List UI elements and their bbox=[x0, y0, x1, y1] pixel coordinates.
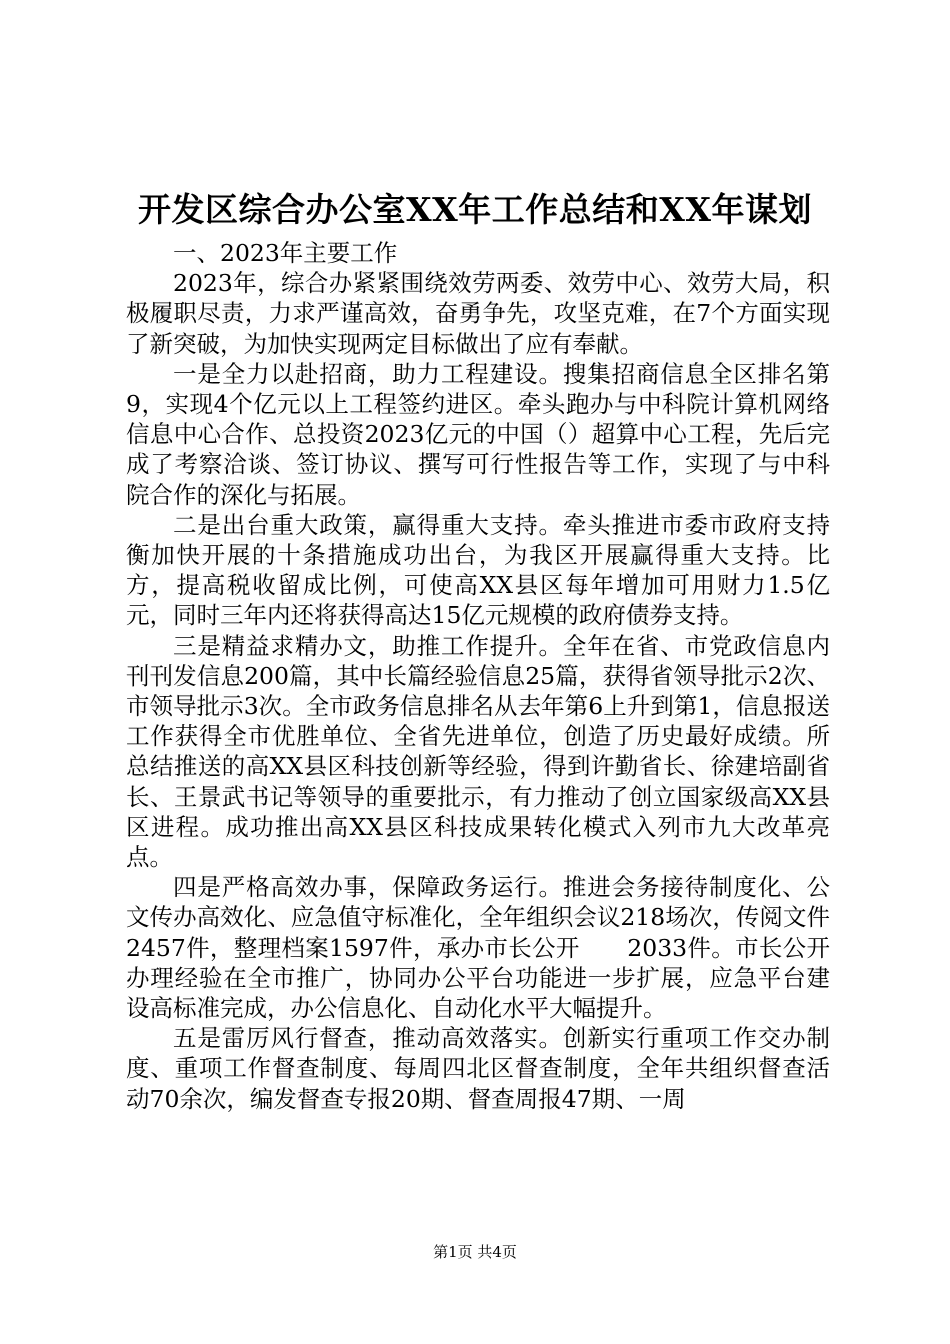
paragraph-supervision: 五是雷厉风行督查，推动高效落实。创新实行重项工作交办制度、重项工作督查制度、每周四北区督查制度，全年共组织督查活动70余次，编发督查专报20期、督查周报47期、一周 bbox=[126, 1024, 830, 1113]
paragraph-documents: 三是精益求精办文，助推工作提升。全年在省、市党政信息内刊刊发信息200篇，其中长篇经验信息25篇，获得省领导批示2次、市领导批示3次。全市政务信息排名从去年第6上升到第1，信息报送工作获得全市优胜单位、全省先进单位，创造了历史最好成绩。所总结推送的高XX县区科技创新等经验，得到许勤省长、徐建培副省长、王景武书记等领导的重要批示，有力推动了创立国家级高XX县区进程。成功推出高XX县区科技成果转化模式入列市九大改革亮点。 bbox=[126, 631, 830, 872]
paragraph-policy: 二是出台重大政策，赢得重大支持。牵头推进市委市政府支持衡加快开展的十条措施成功出台，为我区开展赢得重大支持。比方，提高税收留成比例，可使高XX县区每年增加可用财力1.5亿元，同时三年内还将获得高达15亿元规模的政府债券支持。 bbox=[126, 510, 830, 630]
paragraph-investment: 一是全力以赴招商，助力工程建设。搜集招商信息全区排名第9，实现4个亿元以上工程签约进区。牵头跑办与中科院计算机网络信息中心合作、总投资2023亿元的中国（）超算中心工程，先后完成了考察洽谈、签订协议、撰写可行性报告等工作，实现了与中科院合作的深化与拓展。 bbox=[126, 359, 830, 509]
paragraph-intro: 2023年，综合办紧紧围绕效劳两委、效劳中心、效劳大局，积极履职尽责，力求严谨高效，奋勇争先，攻坚克难，在7个方面实现了新突破，为加快实现两定目标做出了应有奉献。 bbox=[126, 269, 830, 358]
paragraph-operations: 四是严格高效办事，保障政务运行。推进会务接待制度化、公文传办高效化、应急值守标准化，全年组织会议218场次，传阅文件2457件，整理档案1597件，承办市长公开 2033件。市长公开 办理经验在全市推广，协同办公平台功能进一步扩展，应急平台建设高标准完成，办公信息化、自动化水平大幅提升。 bbox=[126, 873, 877, 1023]
page-footer: 第1页 共4页 bbox=[433, 1243, 517, 1261]
section-heading: 一、2023年主要工作 bbox=[173, 239, 398, 267]
document-title: 开发区综合办公室XX年工作总结和XX年谋划 bbox=[138, 190, 812, 229]
document-body bbox=[126, 238, 877, 1114]
